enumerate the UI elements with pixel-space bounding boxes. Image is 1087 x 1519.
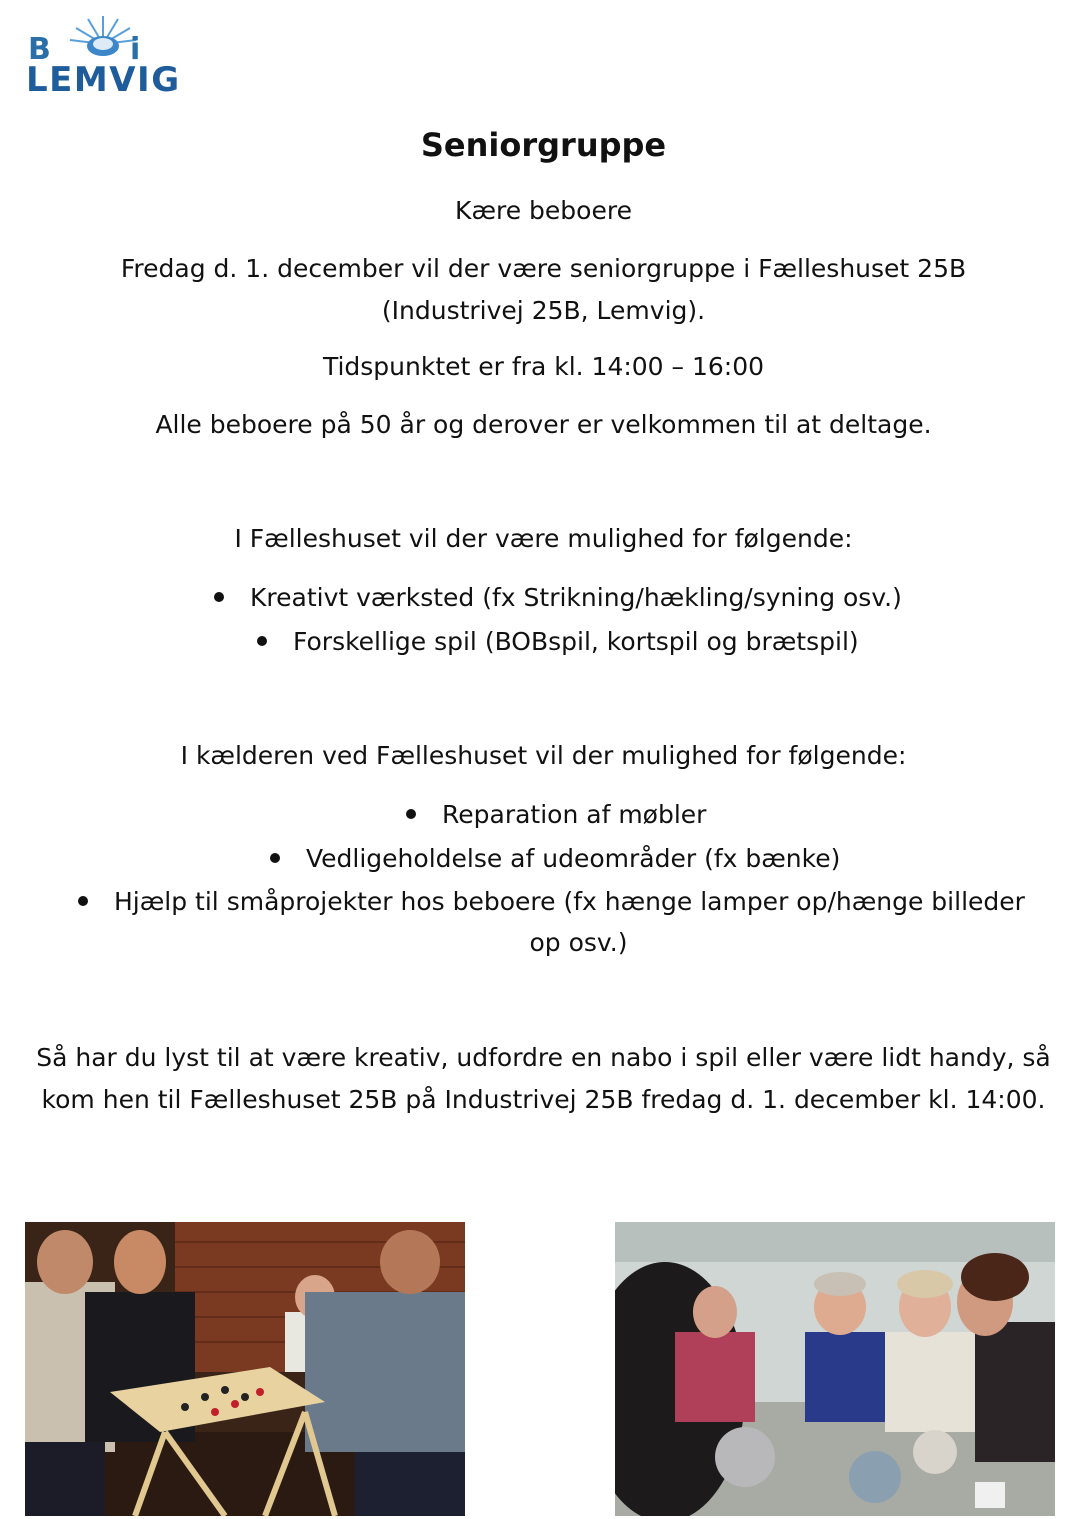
sun-icon [68, 14, 138, 60]
bullet-icon [214, 592, 224, 602]
intro-line-1: Fredag d. 1. december vil der være seniorgruppe i Fælleshuset 25B [120, 254, 967, 283]
list-item-continuation: op osv.) [529, 928, 628, 957]
logo-letter-i: i [130, 32, 141, 67]
bo-i-lemvig-logo [22, 14, 232, 98]
intro-line-2: (Industrivej 25B, Lemvig). [381, 296, 706, 325]
closing-line-2: kom hen til Fælleshuset 25B på Industrivej 25B fredag d. 1. december kl. 14:00. [41, 1085, 1046, 1114]
bullet-icon [406, 809, 416, 819]
logo-wordmark: LEMVIG [26, 60, 181, 100]
list-item-label: Reparation af møbler [442, 800, 707, 829]
eligibility-text: Alle beboere på 50 år og derover er velkommen til at deltage. [155, 410, 932, 439]
bullet-icon [78, 896, 88, 906]
time-text: Tidspunktet er fra kl. 14:00 – 16:00 [322, 352, 765, 381]
list-item [406, 793, 706, 837]
list-item-label: Kreativt værksted (fx Strikning/hækling/syning osv.) [250, 583, 902, 612]
photo-bobspil [25, 1222, 465, 1516]
section1-heading: I Fælleshuset vil der være mulighed for følgende: [234, 524, 853, 553]
bullet-icon [270, 853, 280, 863]
list-item [78, 880, 1025, 924]
bullet-icon [257, 636, 267, 646]
list-item-label: Hjælp til småprojekter hos beboere (fx hænge lamper op/hænge billeder [114, 887, 1025, 916]
photo-knitting [615, 1222, 1055, 1516]
page-title: Seniorgruppe [420, 126, 667, 164]
section2-heading: I kælderen ved Fælleshuset vil der mulighed for følgende: [180, 741, 907, 770]
logo-letter-b: B [28, 32, 52, 67]
list-item-label: Vedligeholdelse af udeområder (fx bænke) [306, 844, 841, 873]
greeting: Kære beboere [455, 196, 632, 225]
list-item-label: Forskellige spil (BOBspil, kortspil og brætspil) [293, 627, 859, 656]
list-item [270, 837, 840, 881]
list-item [214, 576, 902, 620]
list-item [257, 620, 859, 664]
closing-line-1: Så har du lyst til at være kreativ, udfordre en nabo i spil eller være lidt handy, så [36, 1043, 1051, 1072]
